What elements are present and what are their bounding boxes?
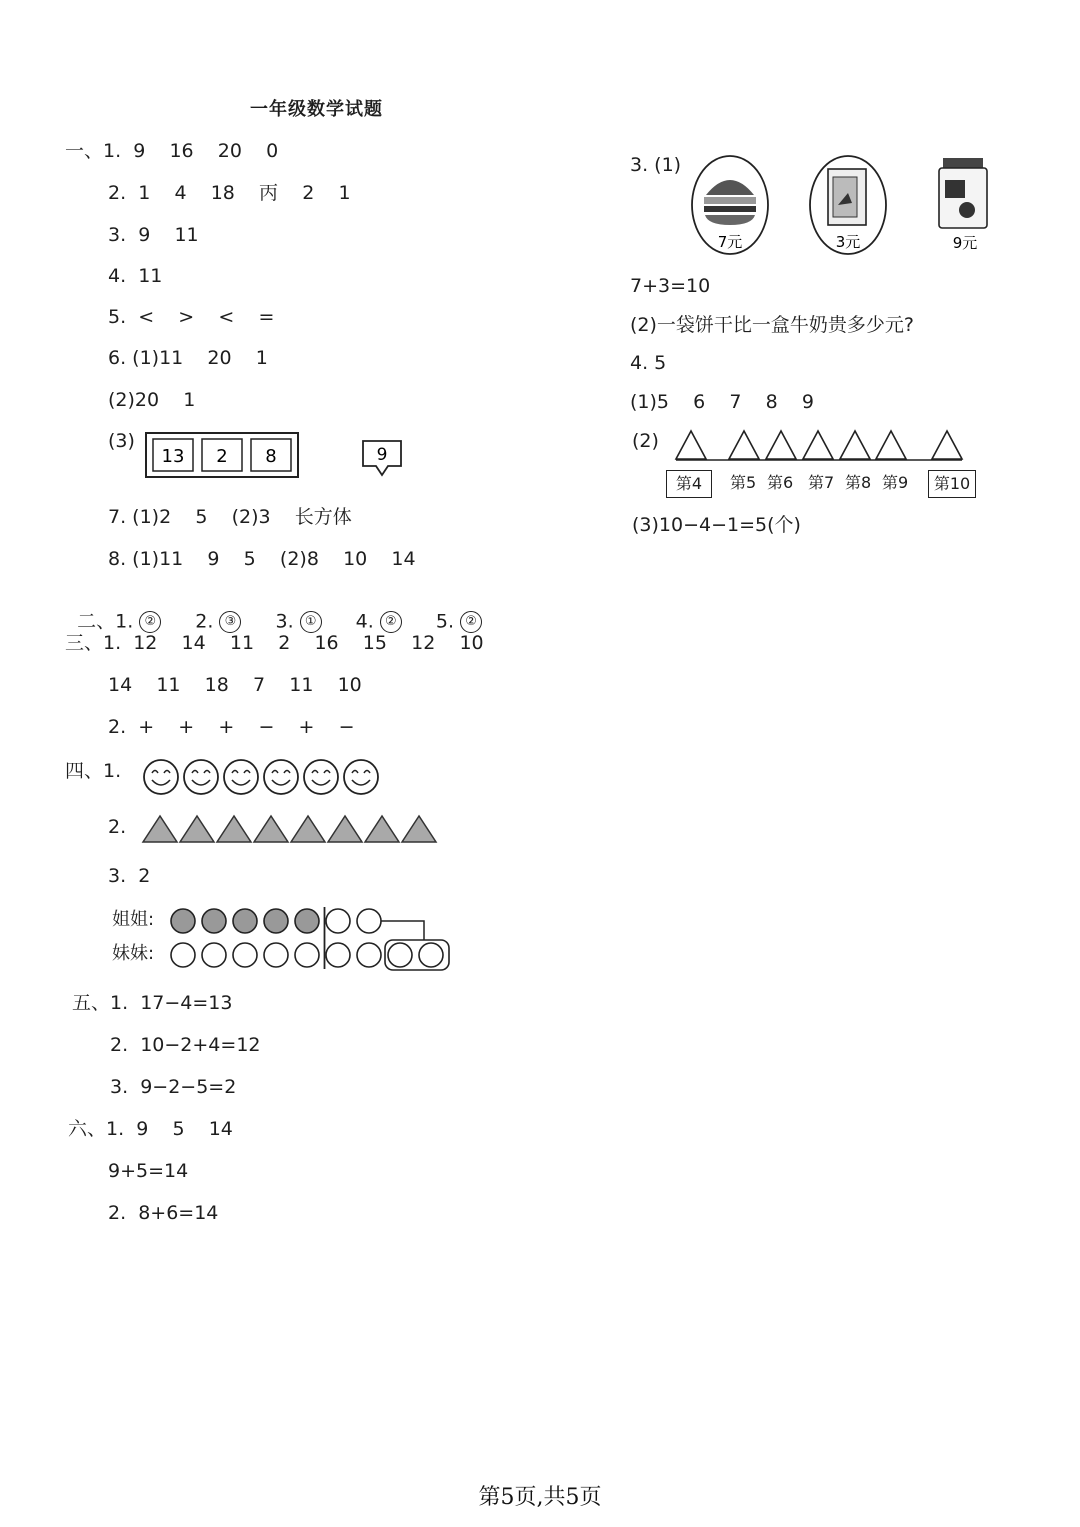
s2-answer-5: ②: [460, 611, 482, 633]
queue-label-5: 第8: [845, 473, 872, 492]
queue-label-2: 第5: [730, 473, 757, 492]
queue-triangle-2: [729, 431, 759, 459]
row2-label: 妹妹:: [112, 943, 155, 964]
s2-prefix: 二、: [77, 610, 116, 633]
empty-circle: [419, 943, 443, 967]
s3-line1: 三、1. 12 14 11 2 16 15 12 10: [65, 632, 484, 654]
triangle-icon: [365, 816, 399, 842]
box-2: 2: [216, 446, 228, 467]
queue-label-4: 第7: [808, 473, 835, 492]
row1-label: 姐姐:: [112, 909, 155, 930]
connector-line: [381, 921, 424, 940]
empty-circle: [295, 943, 319, 967]
price-1: 7元: [717, 233, 743, 251]
queue-triangle-3: [766, 431, 796, 459]
s2-n3: 3.: [275, 610, 294, 633]
empty-circle: [326, 909, 350, 933]
s1-line3: 3. 9 11: [108, 224, 199, 246]
tag-value: 9: [376, 445, 388, 465]
triangle-icon: [328, 816, 362, 842]
filled-circle: [233, 909, 257, 933]
s4-line1: 四、1.: [65, 760, 122, 782]
queue-triangle-4: [803, 431, 833, 459]
number-box-group: [145, 432, 305, 480]
s1-line8: 8. (1)11 9 5 (2)8 10 14: [108, 548, 416, 570]
triangle-row: [142, 814, 442, 846]
smiley-icon: [144, 760, 178, 794]
queue-label-1: 第4: [666, 470, 712, 498]
triangle-icon: [180, 816, 214, 842]
empty-circle: [233, 943, 257, 967]
product-milk: [808, 155, 890, 259]
queue-triangles: [668, 430, 968, 462]
s1-line2: 2. 1 4 18 丙 2 1: [108, 182, 351, 204]
smiley-icon: [304, 760, 338, 794]
s2-answer-3: ①: [300, 611, 322, 633]
s2-n2: 2.: [195, 610, 214, 633]
circle-compare: [168, 905, 468, 975]
smiley-icon: [184, 760, 218, 794]
triangle-icon: [402, 816, 436, 842]
s2-answer-1: ②: [139, 611, 161, 633]
s1-line6c: (3): [108, 430, 135, 452]
queue-triangle-7: [932, 431, 962, 459]
queue-triangle-6: [876, 431, 906, 459]
r-q4a: (1)5 6 7 8 9: [630, 391, 814, 413]
empty-circle: [264, 943, 288, 967]
queue-label-7: 第10: [928, 470, 976, 498]
triangle-icon: [291, 816, 325, 842]
s1-line5: 5. < > < =: [108, 306, 275, 328]
s2-n5: 5.: [435, 610, 454, 633]
s6-line1: 六、1. 9 5 14: [68, 1118, 233, 1140]
queue-triangle-1: [676, 431, 706, 459]
s2-answer-4: ②: [380, 611, 402, 633]
r-q3b: (2)一袋饼干比一盒牛奶贵多少元?: [630, 314, 914, 336]
filled-circle: [202, 909, 226, 933]
smiley-icon: [264, 760, 298, 794]
s2-n4: 4.: [355, 610, 374, 633]
product-burger: [690, 155, 772, 259]
box-1: 13: [161, 446, 185, 467]
s3-line1b: 14 11 18 7 11 10: [108, 674, 362, 696]
s5-line3: 3. 9−2−5=2: [110, 1076, 237, 1098]
smiley-row: [142, 758, 392, 798]
triangle-icon: [254, 816, 288, 842]
empty-circle: [388, 943, 412, 967]
s4-line2: 2.: [108, 816, 127, 838]
s2-answer-2: ③: [219, 611, 241, 633]
s4-line3: 3. 2: [108, 865, 151, 887]
s1-line4: 4. 11: [108, 265, 163, 287]
r-q4: 4. 5: [630, 352, 667, 374]
filled-circle: [295, 909, 319, 933]
smiley-icon: [344, 760, 378, 794]
price-3: 9元: [952, 234, 978, 252]
r-eq1: 7+3=10: [630, 275, 711, 297]
s6-line2: 2. 8+6=14: [108, 1202, 219, 1224]
filled-circle: [171, 909, 195, 933]
empty-circle: [171, 943, 195, 967]
box-3: 8: [265, 446, 277, 467]
r-q4c: (3)10−4−1=5(个): [632, 514, 801, 536]
page-title: 一年级数学试题: [250, 99, 383, 120]
filled-circle: [264, 909, 288, 933]
price-2: 3元: [835, 233, 861, 251]
s6-line1b: 9+5=14: [108, 1160, 189, 1182]
s1-line1: 一、1. 9 16 20 0: [65, 140, 279, 162]
empty-circle: [326, 943, 350, 967]
s1-line6a: 6. (1)11 20 1: [108, 347, 268, 369]
page-footer: 第5页,共5页: [478, 1485, 602, 1510]
s3-line2: 2. + + + − + −: [108, 716, 355, 738]
product-cookie-bag: [935, 152, 995, 256]
queue-triangle-5: [840, 431, 870, 459]
s5-line2: 2. 10−2+4=12: [110, 1034, 261, 1056]
triangle-icon: [143, 816, 177, 842]
s1-line7: 7. (1)2 5 (2)3 长方体: [108, 506, 352, 528]
triangle-icon: [217, 816, 251, 842]
empty-circle: [357, 909, 381, 933]
queue-label-6: 第9: [882, 473, 909, 492]
s1-line6b: (2)20 1: [108, 389, 196, 411]
empty-circle: [202, 943, 226, 967]
empty-circle: [357, 943, 381, 967]
r-q4b: (2): [632, 430, 659, 452]
s2-line: [65, 592, 482, 633]
smiley-icon: [224, 760, 258, 794]
queue-label-3: 第6: [767, 473, 794, 492]
s5-line1: 五、1. 17−4=13: [72, 992, 233, 1014]
s2-n1: 1.: [115, 610, 134, 633]
tag-box: [362, 440, 404, 480]
r-q3: 3. (1): [630, 154, 682, 176]
